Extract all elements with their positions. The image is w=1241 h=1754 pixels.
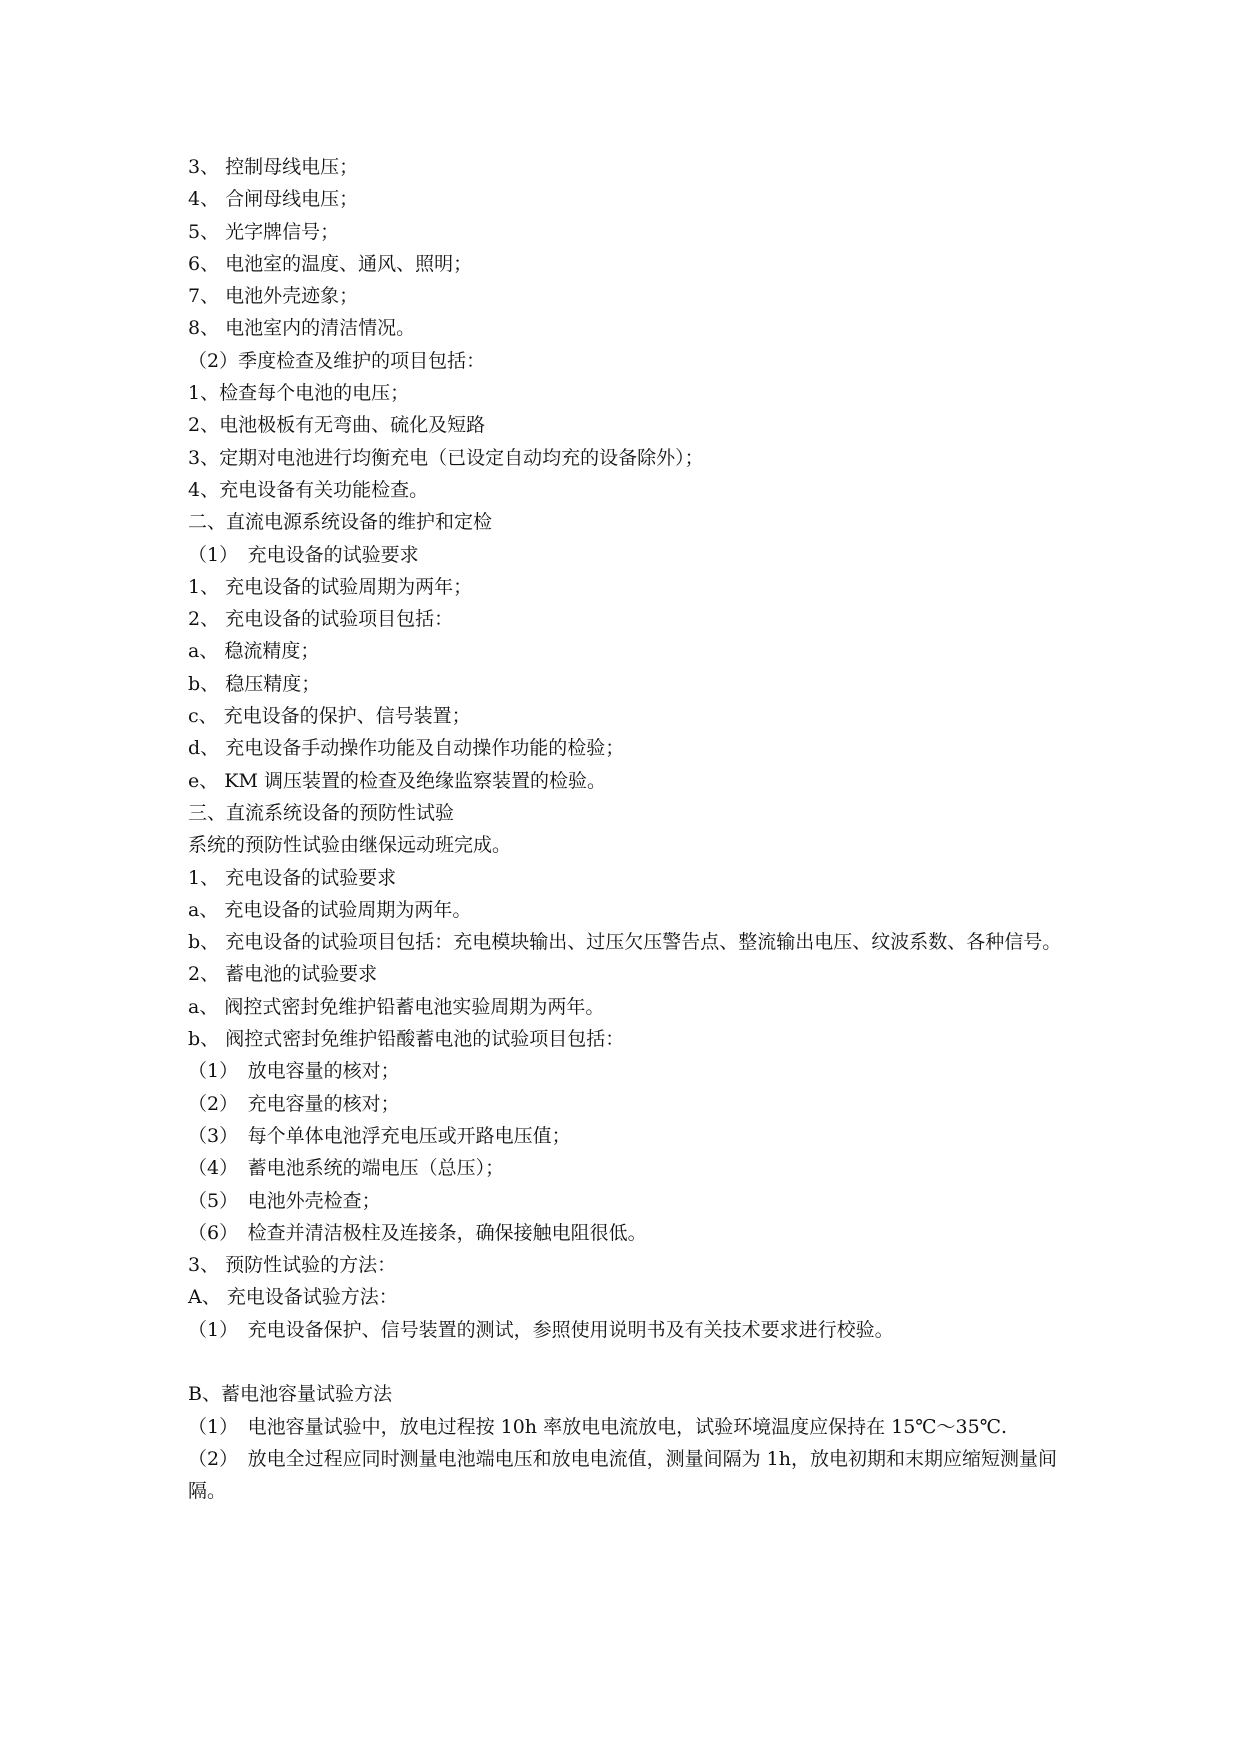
text-line: 3、 预防性试验的方法： xyxy=(188,1254,397,1277)
text-line: 1、 充电设备的试验要求 xyxy=(188,866,397,889)
paragraph: b、 充电设备的试验项目包括：充电模块输出、过压欠压警告点、整流输出电压、纹波系数、各种信号。 xyxy=(188,931,1062,954)
text-line: e、 KM 调压装置的检查及绝缘监察装置的检验。 xyxy=(188,769,606,792)
text-line: 6、 电池室的温度、通风、照明； xyxy=(188,252,473,275)
section-heading: 二、直流电源系统设备的维护和定检 xyxy=(188,511,493,534)
text-line: a、 充电设备的试验周期为两年。 xyxy=(188,898,472,921)
text-line: 1、 充电设备的试验周期为两年； xyxy=(188,575,473,598)
text-line: （1） 放电容量的核对； xyxy=(188,1060,400,1083)
text-line: 3、定期对电池进行均衡充电（已设定自动均充的设备除外）； xyxy=(188,446,704,469)
text-line: c、 充电设备的保护、信号装置； xyxy=(188,705,471,728)
text-line: 4、 合闸母线电压； xyxy=(188,188,359,211)
text-line: （1） 充电设备保护、信号装置的测试，参照使用说明书及有关技术要求进行校验。 xyxy=(188,1318,894,1341)
text-line: 1、检查每个电池的电压； xyxy=(188,382,410,405)
text-line: a、 阀控式密封免维护铅蓄电池实验周期为两年。 xyxy=(188,995,605,1018)
text-line: 系统的预防性试验由继保远动班完成。 xyxy=(188,834,512,857)
text-line: 2、 充电设备的试验项目包括： xyxy=(188,608,454,631)
text-line: 2、电池极板有无弯曲、硫化及短路 xyxy=(188,414,486,437)
paragraph: （1） 电池容量试验中，放电过程按 10h 率放电电流放电，试验环境温度应保持在 15℃～35℃. xyxy=(188,1415,1008,1438)
text-line: 3、 控制母线电压； xyxy=(188,156,359,178)
subsection-heading: （1） 充电设备的试验要求 xyxy=(188,543,419,566)
text-line: （3） 每个单体电池浮充电压或开路电压值； xyxy=(188,1124,571,1147)
text-line: （5） 电池外壳检查； xyxy=(188,1189,381,1212)
section-heading: 三、直流系统设备的预防性试验 xyxy=(188,801,455,824)
text-line: 7、 电池外壳迹象； xyxy=(188,285,359,308)
text-line: b、 阀控式密封免维护铅酸蓄电池的试验项目包括： xyxy=(188,1028,625,1051)
text-line: （2） 充电容量的核对； xyxy=(188,1092,400,1115)
document-body xyxy=(188,151,1068,1507)
section-heading: B、蓄电池容量试验方法 xyxy=(188,1383,392,1406)
text-line: （4） 蓄电池系统的端电压（总压）； xyxy=(188,1157,505,1180)
text-line: a、 稳流精度； xyxy=(188,640,320,663)
text-line: 2、 蓄电池的试验要求 xyxy=(188,963,378,986)
text-line: d、 充电设备手动操作功能及自动操作功能的检验； xyxy=(188,737,625,760)
text-line: b、 稳压精度； xyxy=(188,672,321,695)
blank-line xyxy=(188,1346,1068,1378)
text-line: A、 充电设备试验方法： xyxy=(188,1286,398,1309)
text-line: （6） 检查并清洁极柱及连接条，确保接触电阻很低。 xyxy=(188,1221,647,1244)
section-heading: （2）季度检查及维护的项目包括： xyxy=(188,349,486,372)
paragraph: （2） 放电全过程应同时测量电池端电压和放电电流值，测量间隔为 1h，放电初期和末期应缩短测量间隔。 xyxy=(188,1447,1057,1503)
text-line: 4、充电设备有关功能检查。 xyxy=(188,478,429,501)
text-line: 8、 电池室内的清洁情况。 xyxy=(188,317,416,340)
text-line: 5、 光字牌信号； xyxy=(188,220,340,243)
